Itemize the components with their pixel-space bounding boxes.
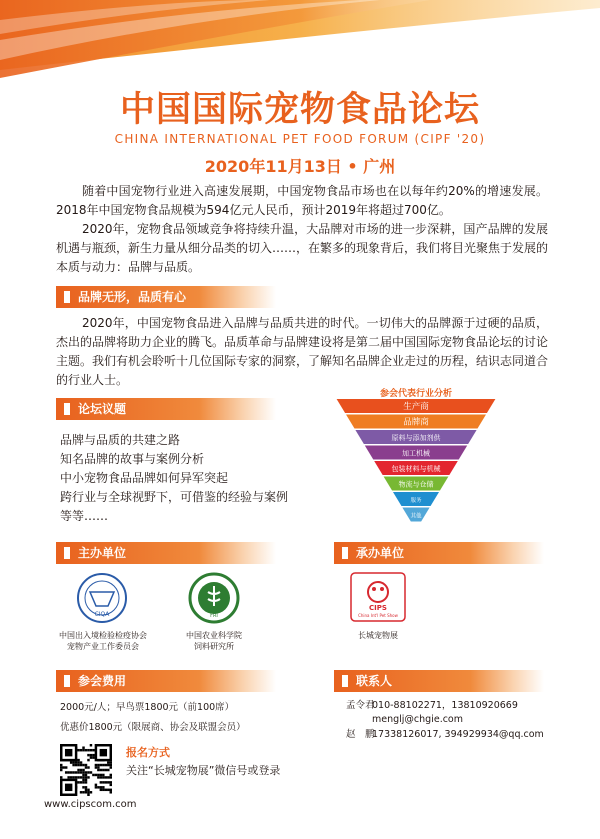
organizer-1-name	[52, 630, 154, 652]
cips-logo-short: CIPS	[369, 604, 387, 612]
organizer-2-line2: 饲料研究所	[194, 642, 234, 651]
intro-paragraph-1: 随着中国宠物行业进入高速发展期，中国宠物食品市场也在以每年约20%的增速发展。2018年中国宠物食品规模为594亿元人民币，预计2019年将超过700亿。	[56, 184, 548, 217]
contact-1-name: 孟令君	[346, 700, 375, 711]
funnel-label: 生产商	[403, 402, 429, 412]
contact-1-phone: 010-88102271，13810920669	[372, 700, 518, 711]
funnel-label: 包装材料与机械	[391, 465, 441, 473]
fees-line-2: 优惠价1800元（限展商、协会及联盟会员）	[60, 722, 246, 733]
fees-text	[60, 698, 246, 738]
organizers-heading: 主办单位	[56, 542, 276, 564]
header-swoosh	[0, 0, 600, 90]
contact-2-name: 赵 鹏	[346, 729, 375, 740]
list-item: 中小宠物食品品牌如何异军突起	[60, 471, 229, 485]
topics-heading: 论坛议题	[56, 398, 276, 420]
cips-logo-text: China Int'l Pet Show	[358, 613, 398, 618]
topics-list	[60, 431, 288, 526]
registration-heading: 报名方式	[126, 746, 170, 759]
funnel-label: 物流与仓储	[398, 480, 434, 489]
organizer-2-line1: 中国农业科学院	[186, 631, 242, 640]
brand-section-heading: 品牌无形，品质有心	[56, 286, 276, 308]
qr-code[interactable]	[60, 744, 112, 796]
registration-text: 关注“长城宠物展”微信号或登录	[126, 764, 281, 777]
list-item: 知名品牌的故事与案例分析	[60, 452, 205, 466]
list-item: 跨行业与全球视野下，可借鉴的经验与案例	[60, 490, 289, 504]
organizer-1-line1: 中国出入境检验检疫协会	[59, 631, 147, 640]
funnel-label: 服务	[410, 498, 422, 504]
host-name: 长城宠物展	[358, 631, 398, 640]
page-title: 中国国际宠物食品论坛	[119, 90, 480, 130]
list-item: 品牌与品质的共建之路	[60, 433, 181, 447]
page-subtitle: CHINA INTERNATIONAL PET FOOD FORUM (CIPF '20)	[114, 132, 486, 146]
host-heading: 承办单位	[334, 542, 544, 564]
fees-heading: 参会费用	[56, 670, 276, 692]
funnel-label: 品牌商	[403, 417, 429, 428]
contact-1-email[interactable]: menglj@chgie.com	[372, 714, 463, 725]
cips-logo	[350, 572, 406, 622]
funnel-label: 加工机械	[402, 449, 430, 458]
intro-paragraph-2: 2020年，宠物食品领域竞争将持续升温，大品牌对市场的进一步深耕，国产品牌的发展机遇与瓶颈，新生力量从细分品类的切入……，在繁多的现象背后，我们将目光聚焦于发展的本质与动力：品牌与品质。	[56, 222, 549, 274]
list-item: 等等……	[60, 509, 109, 523]
funnel-label: 其他	[410, 513, 422, 520]
organizer-1-line2: 宠物产业工作委员会	[67, 642, 139, 651]
organizer-2-name	[164, 630, 264, 652]
fri-logo-text: FRI	[210, 613, 218, 619]
website-link[interactable]: www.cipscom.com	[44, 799, 137, 810]
event-date: 2020年11月13日 • 广州	[204, 157, 396, 176]
ciqa-logo-text: CIQA	[94, 611, 110, 618]
brand-section-text: 2020年，中国宠物食品进入品牌与品质共进的时代。一切伟大的品牌源于过硬的品质，杰出的品牌将助力企业的腾飞。品质革命与品牌建设将是第二届中国国际宠物食品论坛的讨论主题。我们有机会聆听十几位国际专家的洞察，了解知名品牌企业走过的历程，结识志同道合的行业人士。	[56, 316, 549, 387]
industry-funnel	[336, 398, 496, 524]
funnel-label: 原料与添加剂供	[391, 434, 441, 442]
contacts-heading: 联系人	[334, 670, 544, 692]
contact-2-phone: 17338126017, 394929934@qq.com	[372, 729, 544, 740]
ciqa-logo	[76, 572, 128, 624]
funnel-title: 参会代表行业分析	[379, 389, 452, 399]
fri-logo	[188, 572, 240, 624]
fees-line-1: 2000元/人；早鸟票1800元（前100席）	[60, 702, 235, 713]
